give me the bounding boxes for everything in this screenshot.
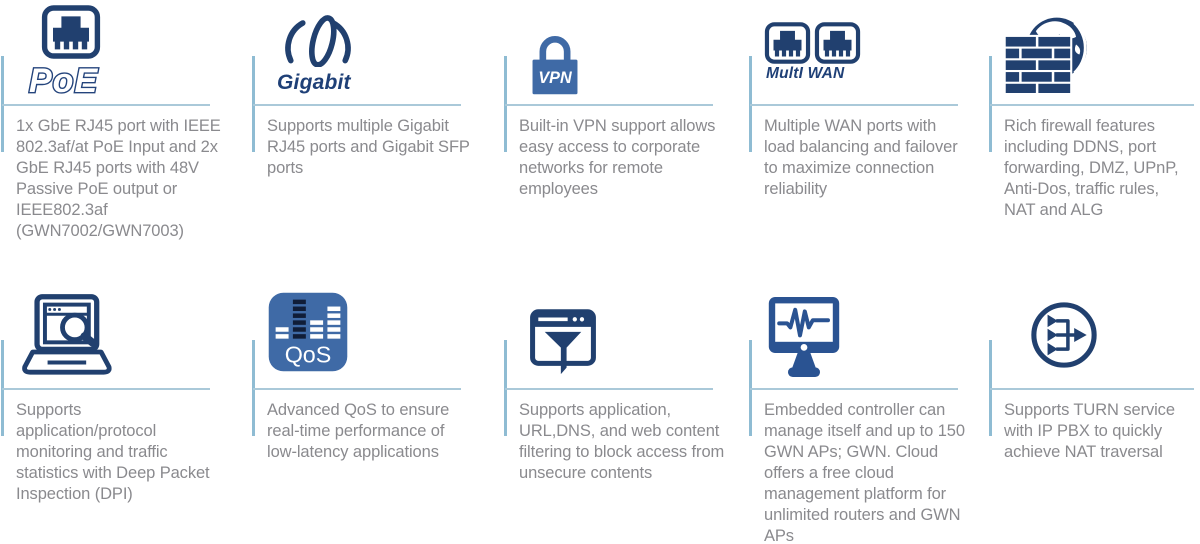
rj45-port-icon [40,5,102,59]
feature-description: Rich firewall features including DDNS, port forwarding, DMZ, UPnP, Anti-Dos, traffic rules, NAT and ALG [1004,117,1179,219]
separator-line [750,104,958,106]
separator-line [505,388,713,390]
feature-cell-turn [988,280,1200,544]
feature-cell-qos [251,280,503,544]
separator-line [750,388,958,390]
feature-cell-firewall [988,0,1200,280]
qos-label: QoS [284,341,332,368]
feature-description: Supports TURN service with IP PBX to quickly achieve NAT traversal [1004,401,1175,461]
feature-description: Built-in VPN support allows easy access to corporate networks for remote employees [519,117,716,198]
feature-cell-poe [0,0,251,280]
feature-cell-controller [748,280,988,544]
vpn-label: VPN [538,69,572,88]
feature-cell-multi-wan [748,0,988,280]
feature-description: Multiple WAN ports with load balancing and failover to maximize connection reliability [764,117,958,198]
rj45-port-icon [814,22,861,64]
feature-description: Supports application/protocol monitoring and traffic statistics with Deep Packet Inspection (DPI) [16,401,210,503]
turn-relay-icon [1028,299,1100,371]
vpn-padlock-icon [523,25,587,95]
poe-label: PoE [29,62,99,100]
feature-cell-web-filter [503,280,748,544]
separator-line [505,104,713,106]
feature-cell-gigabit [251,0,503,280]
controller-monitor-icon [764,295,844,379]
feature-cell-vpn [503,0,748,280]
rj45-port-icon [764,22,811,64]
gigabit-label: Gigabit [277,71,351,94]
firewall-globe-icon [1004,16,1092,93]
laptop-magnifier-icon [16,293,116,375]
feature-description: Embedded controller can manage itself and up to 150 GWN APs; GWN. Cloud offers a free cloud management platform for unlimited routers and GWN APs [764,401,965,544]
separator-line [990,104,1194,106]
poe-logo [26,59,136,101]
web-filter-funnel-icon [529,307,597,381]
feature-cell-dpi [0,280,251,544]
feature-description: Supports multiple Gigabit RJ45 ports and Gigabit SFP ports [267,117,470,177]
separator-line [990,388,1194,390]
feature-description: Supports application, URL,DNS, and web content filtering to block access from unsecure contents [519,401,725,482]
feature-description: Advanced QoS to ensure real-time performance of low-latency applications [267,401,450,461]
qos-equalizer-icon [267,291,349,373]
separator-line [2,388,210,390]
separator-line [253,388,461,390]
separator-line [253,104,461,106]
dual-wan-ports-icon [764,22,861,64]
multi-wan-label: MultI WAN [766,65,845,82]
speedometer-icon [277,11,359,67]
separator-line [2,104,210,106]
feature-description: 1x GbE RJ45 port with IEEE 802.3af/at PoE Input and 2x GbE RJ45 ports with 48V Passive PoE output or IEEE802.3af (GWN7002/GWN7003) [16,117,221,240]
